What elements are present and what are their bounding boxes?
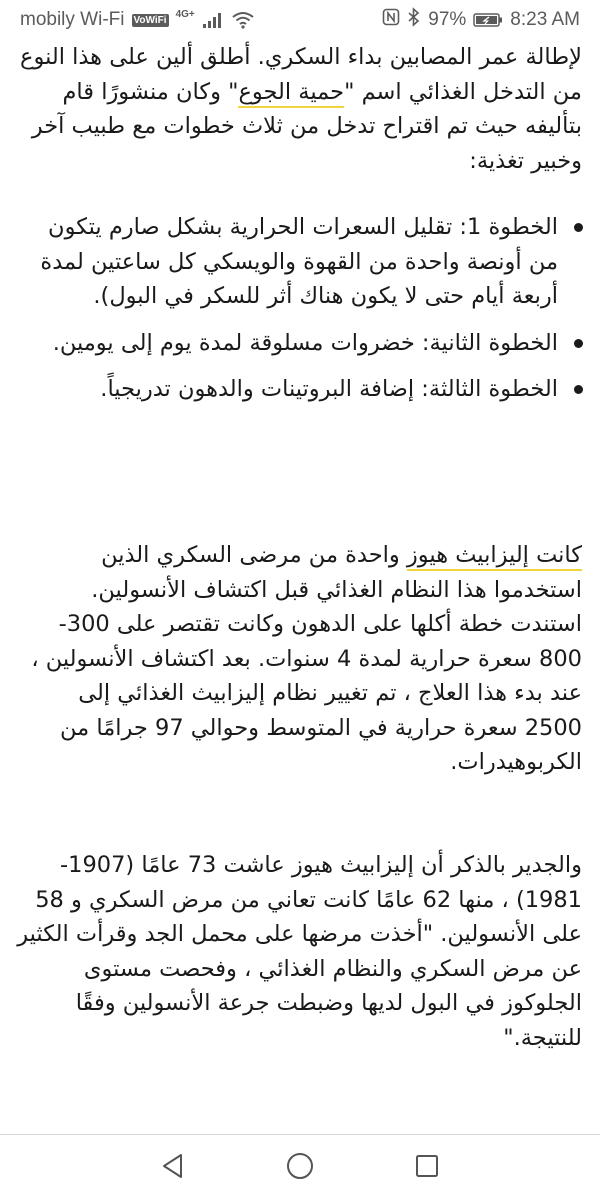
list-item xyxy=(16,372,588,407)
intro-paragraph xyxy=(16,40,582,178)
status-left xyxy=(20,9,255,31)
highlighted-term-starvation-diet: حمية الجوع xyxy=(238,79,344,108)
elizabeth-paragraph xyxy=(16,538,582,780)
carrier-label: mobily Wi-Fi xyxy=(20,9,125,30)
closing-paragraph-text: والجدير بالذكر أن إليزابيث هيوز عاشت 73 عامًا (1907-1981) ، منها 62 عامًا كانت تعاني من مرض السكري و 58 على الأنسولين. "أخذت مرضها على محمل الجد وقرأت الكثير عن مرض السكري والنظام الغذائي ، وفحصت مستوى الجلوكوز في البول لديها وضبطت جرعة الأنسولين وفقًا للنتيجة." xyxy=(17,852,582,1051)
step-text: الخطوة الثانية: خضروات مسلوقة لمدة يوم إلى يومين. xyxy=(52,329,558,356)
intro-text-end: " وكان منشورًا قام بتأليفه حيث تم اقتراح تدخل من ثلاث خطوات مع طبيب آخر وخبير تغذية: xyxy=(31,78,582,174)
battery-icon xyxy=(473,12,503,28)
closing-paragraph xyxy=(16,848,582,1055)
clock: 8:23 AM xyxy=(510,9,580,30)
signal-icon xyxy=(202,11,224,29)
home-icon xyxy=(285,1151,315,1185)
bluetooth-icon xyxy=(407,7,421,33)
battery-percent: 97% xyxy=(428,9,467,30)
bullet-icon xyxy=(574,223,583,232)
navigation-bar xyxy=(0,1136,600,1200)
home-button[interactable] xyxy=(278,1146,322,1190)
list-item xyxy=(16,210,588,314)
steps-list xyxy=(16,210,588,419)
content-divider xyxy=(0,1134,600,1135)
highlighted-term-elizabeth-hughes: كانت إليزابيث هيوز xyxy=(407,542,582,571)
elizabeth-paragraph-text: واحدة من مرضى السكري الذين استخدموا هذا النظام الغذائي قبل اكتشاف الأنسولين. استندت خطة أكلها على الدهون وكانت تقتصر على 300-800 سعرة حرارية لمدة 4 سنوات. بعد اكتشاف الأنسولين ، عند بدء هذا العلاج ، تم تغيير نظام إليزابيث الغذائي إلى 2500 سعرة حرارية في المتوسط وحوالي 97 جرامًا من الكربوهيدرات. xyxy=(31,542,582,775)
list-item xyxy=(16,326,588,361)
status-right xyxy=(382,7,580,33)
vowifi-badge: VoWiFi xyxy=(133,14,167,26)
bullet-icon xyxy=(574,385,583,394)
back-button[interactable] xyxy=(151,1146,195,1190)
nfc-icon xyxy=(382,8,400,32)
step-text: الخطوة الثالثة: إضافة البروتينات والدهون تدريجياً. xyxy=(100,376,558,402)
article-content xyxy=(0,40,600,1130)
bullet-icon xyxy=(574,339,583,348)
status-bar xyxy=(0,0,600,40)
recents-icon xyxy=(414,1153,440,1183)
wifi-icon xyxy=(231,11,255,29)
network-type-label: 4G+ xyxy=(175,8,195,20)
recents-button[interactable] xyxy=(405,1146,449,1190)
intro-text-start: لإطالة عمر المصابين بداء السكري. أطلق ألين على هذا النوع من التدخل الغذائي اسم " xyxy=(20,44,582,105)
back-icon xyxy=(160,1152,186,1184)
step-text: الخطوة 1: تقليل السعرات الحرارية بشكل صارم يتكون من أونصة واحدة من القهوة والويسكي كل ساعتين لمدة أربعة أيام حتى لا يكون هناك أثر للسكر في البول). xyxy=(40,214,558,309)
